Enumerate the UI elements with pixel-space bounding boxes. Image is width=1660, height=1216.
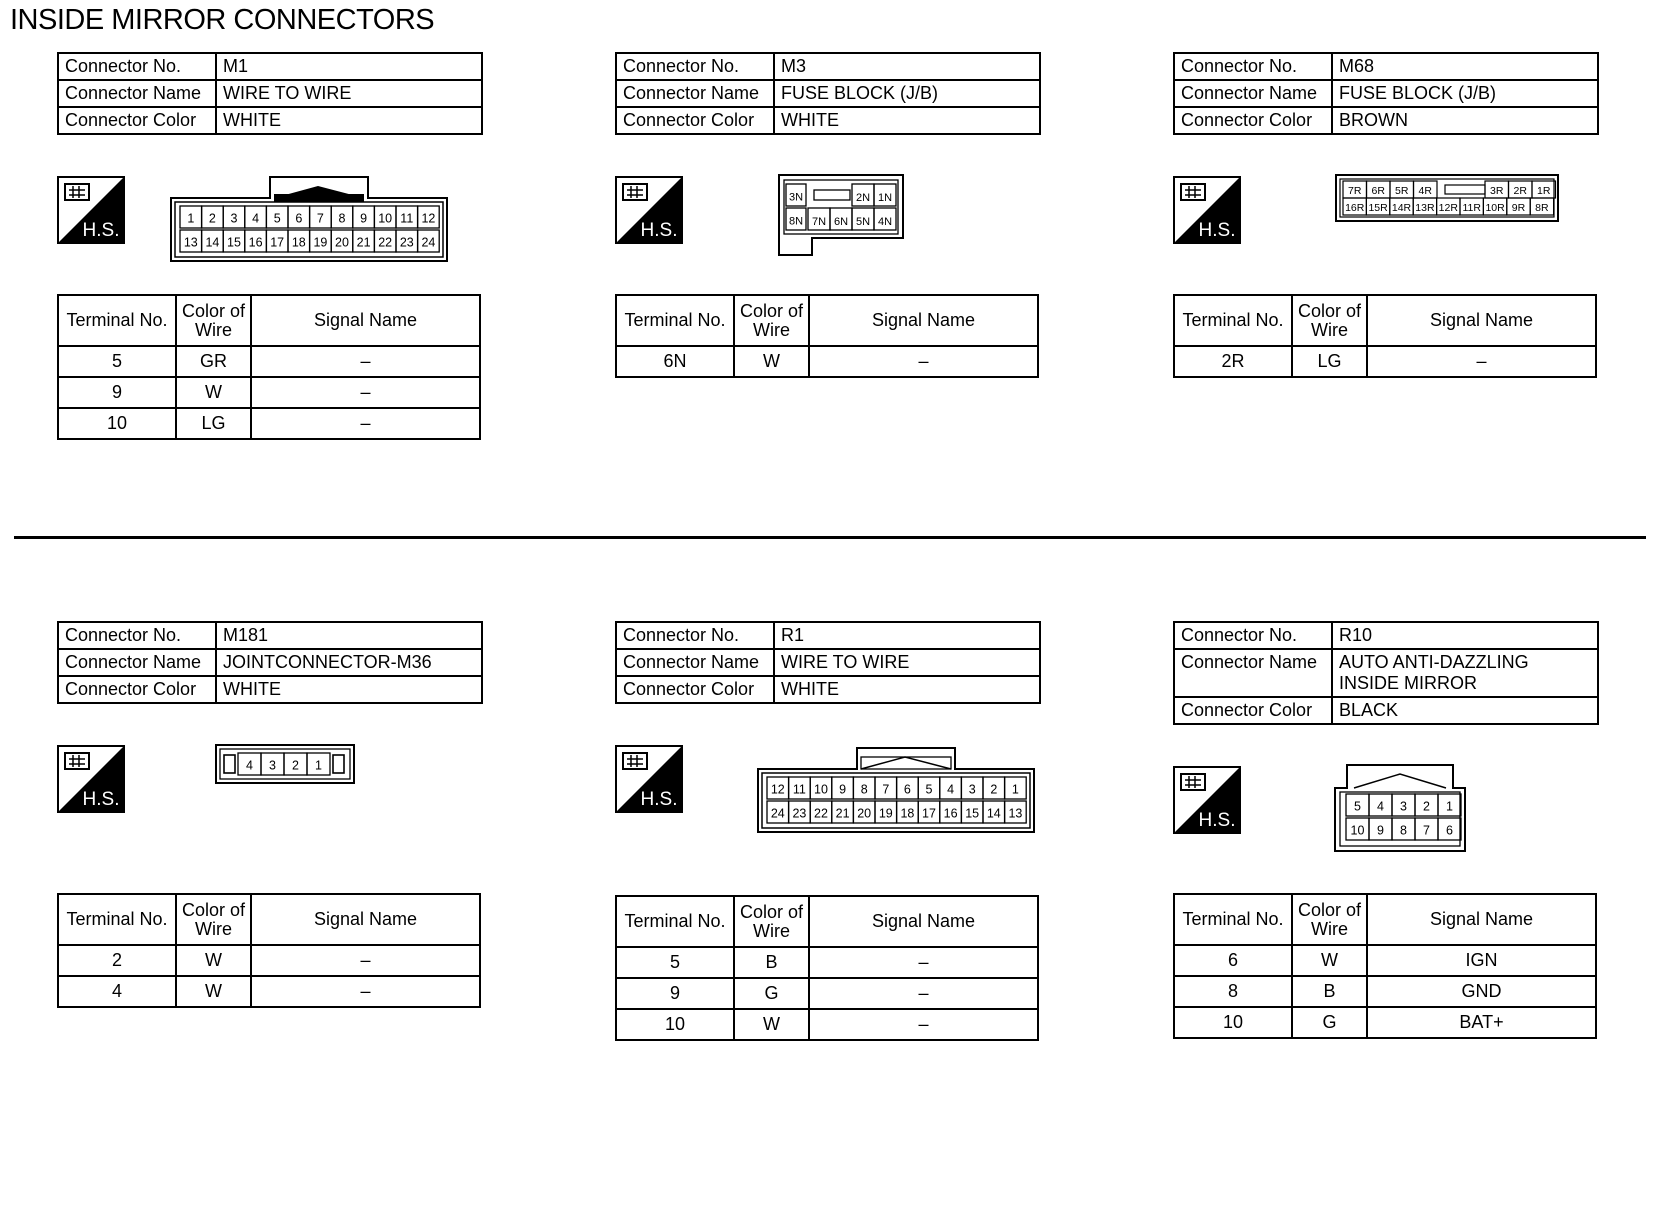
signal-name-header: Signal Name bbox=[809, 295, 1038, 346]
color-of-wire-header: Color of Wire bbox=[1292, 894, 1367, 945]
connector-name-value: JOINTCONNECTOR-M36 bbox=[216, 649, 482, 676]
harness-side-icon bbox=[615, 176, 683, 244]
terminal-row bbox=[1174, 1007, 1596, 1038]
signal-name-header: Signal Name bbox=[251, 894, 480, 945]
connector-info-table bbox=[615, 621, 1041, 704]
connector-name-row bbox=[1174, 649, 1598, 697]
signal-name-cell: – bbox=[251, 346, 480, 377]
hs-label: H.S. bbox=[82, 789, 120, 810]
terminal-row bbox=[1174, 945, 1596, 976]
pin-label: 6 bbox=[903, 782, 911, 797]
signal-name-cell: – bbox=[1367, 346, 1596, 377]
connector-name-row bbox=[1174, 80, 1598, 107]
wire-color-cell: LG bbox=[176, 408, 251, 439]
pin-label: 9 bbox=[839, 782, 847, 797]
hs-label: H.S. bbox=[640, 789, 678, 810]
pin-label: 12 bbox=[770, 782, 785, 797]
connector-color-label: Connector Color bbox=[1174, 697, 1332, 724]
pin-label: 4N bbox=[877, 216, 893, 228]
pin-label: 21 bbox=[835, 806, 850, 821]
connector-info-table bbox=[1173, 621, 1599, 725]
pin-label: 6N bbox=[833, 216, 849, 228]
terminal-no-cell: 6 bbox=[1174, 945, 1292, 976]
connector-color-row bbox=[1174, 107, 1598, 134]
connector-no-label: Connector No. bbox=[616, 53, 774, 80]
connector-color-row bbox=[616, 107, 1040, 134]
pin-label: 3N bbox=[788, 191, 804, 204]
pin-label: 4 bbox=[246, 758, 253, 773]
pin-label: 5R bbox=[1395, 185, 1409, 197]
terminal-header-row bbox=[616, 295, 1038, 346]
wire-color-cell: LG bbox=[1292, 346, 1367, 377]
terminal-no-cell: 6N bbox=[616, 346, 734, 377]
terminal-row bbox=[616, 1009, 1038, 1040]
pin-label: 2 bbox=[292, 758, 299, 773]
wire-color-cell: W bbox=[1292, 945, 1367, 976]
pin-label: 20 bbox=[335, 235, 349, 250]
pin-label: 12 bbox=[421, 211, 436, 226]
pin-label: 3 bbox=[230, 211, 238, 226]
terminal-table bbox=[1173, 893, 1597, 1039]
pin-label: 5N bbox=[855, 216, 871, 228]
wire-color-cell: W bbox=[176, 976, 251, 1007]
connector-no-row bbox=[616, 53, 1040, 80]
pin-label: 8R bbox=[1535, 202, 1549, 214]
page-title: INSIDE MIRROR CONNECTORS bbox=[10, 4, 435, 36]
signal-name-cell: – bbox=[251, 945, 480, 976]
hs-label: H.S. bbox=[640, 220, 678, 241]
terminal-row bbox=[1174, 346, 1596, 377]
harness-side-icon bbox=[615, 745, 683, 813]
connector-no-value: M181 bbox=[216, 622, 482, 649]
pin-label: 5 bbox=[1354, 799, 1361, 814]
pin-label: 8N bbox=[788, 215, 804, 228]
pin-label: 5 bbox=[925, 782, 933, 797]
connector-name-row bbox=[616, 649, 1040, 676]
pin-label: 9R bbox=[1511, 202, 1526, 214]
connector-info-table bbox=[57, 621, 483, 704]
terminal-header-row bbox=[616, 896, 1038, 947]
connector-name-row bbox=[58, 649, 482, 676]
connector-no-label: Connector No. bbox=[58, 53, 216, 80]
connector-info-table bbox=[1173, 52, 1599, 135]
pin-label: 3 bbox=[1400, 799, 1407, 814]
pin-label: 8 bbox=[1400, 823, 1407, 838]
wire-color-cell: B bbox=[734, 947, 809, 978]
pin-label: 4 bbox=[252, 211, 260, 226]
wire-color-cell: W bbox=[176, 377, 251, 408]
terminal-no-header: Terminal No. bbox=[1174, 295, 1292, 346]
pin-label: 22 bbox=[378, 235, 393, 250]
signal-name-header: Signal Name bbox=[1367, 894, 1596, 945]
terminal-no-header: Terminal No. bbox=[616, 896, 734, 947]
terminal-no-cell: 10 bbox=[58, 408, 176, 439]
connector-face-diagram bbox=[757, 745, 1035, 833]
pin-label: 3 bbox=[968, 782, 976, 797]
harness-side-icon bbox=[1173, 766, 1241, 834]
pin-label: 1 bbox=[1011, 782, 1019, 797]
connector-name-label: Connector Name bbox=[58, 80, 216, 107]
terminal-table bbox=[615, 294, 1039, 378]
color-of-wire-header: Color of Wire bbox=[1292, 295, 1367, 346]
terminal-no-cell: 5 bbox=[58, 346, 176, 377]
connector-color-value: WHITE bbox=[216, 107, 482, 134]
terminal-header-row bbox=[58, 894, 480, 945]
pin-label: 1 bbox=[1446, 799, 1453, 814]
pin-label: 4 bbox=[1377, 799, 1384, 814]
pin-label: 7N bbox=[811, 216, 827, 228]
pin-label: 2 bbox=[208, 211, 216, 226]
pin-label: 11 bbox=[400, 211, 414, 226]
connector-no-label: Connector No. bbox=[616, 622, 774, 649]
pin-label: 9 bbox=[360, 211, 368, 226]
pin-label: 11 bbox=[792, 782, 806, 797]
terminal-table bbox=[1173, 294, 1597, 378]
terminal-header-row bbox=[1174, 894, 1596, 945]
terminal-row bbox=[616, 978, 1038, 1009]
pin-label: 17 bbox=[922, 806, 936, 821]
terminal-row bbox=[58, 377, 480, 408]
connector-face-diagram bbox=[1334, 764, 1466, 852]
connector-color-row bbox=[58, 107, 482, 134]
terminal-row bbox=[58, 408, 480, 439]
terminal-no-cell: 10 bbox=[616, 1009, 734, 1040]
pin-label: 21 bbox=[356, 235, 371, 250]
pin-label: 8 bbox=[338, 211, 346, 226]
connector-no-row bbox=[58, 622, 482, 649]
connector-name-value: WIRE TO WIRE bbox=[774, 649, 1040, 676]
connector-name-label: Connector Name bbox=[58, 649, 216, 676]
pin-label: 7 bbox=[316, 211, 324, 226]
wire-color-cell: W bbox=[176, 945, 251, 976]
connector-no-label: Connector No. bbox=[1174, 622, 1332, 649]
terminal-no-cell: 5 bbox=[616, 947, 734, 978]
pin-label: 7 bbox=[882, 782, 890, 797]
color-of-wire-header: Color of Wire bbox=[176, 295, 251, 346]
connector-name-row bbox=[58, 80, 482, 107]
connector-color-value: BROWN bbox=[1332, 107, 1598, 134]
terminal-no-cell: 9 bbox=[58, 377, 176, 408]
pin-label: 15 bbox=[227, 235, 241, 250]
signal-name-cell: – bbox=[809, 1009, 1038, 1040]
hs-label: H.S. bbox=[82, 220, 120, 241]
connector-face-diagram bbox=[170, 174, 448, 262]
terminal-no-cell: 9 bbox=[616, 978, 734, 1009]
signal-name-cell: – bbox=[251, 377, 480, 408]
terminal-table bbox=[57, 893, 481, 1008]
signal-name-header: Signal Name bbox=[251, 295, 480, 346]
pin-label: 14R bbox=[1391, 202, 1412, 214]
connector-no-value: M3 bbox=[774, 53, 1040, 80]
connector-color-value: WHITE bbox=[774, 676, 1040, 703]
pin-label: 23 bbox=[399, 235, 414, 250]
connector-color-row bbox=[616, 676, 1040, 703]
hs-label: H.S. bbox=[1198, 810, 1236, 831]
connector-no-row bbox=[1174, 622, 1598, 649]
terminal-row bbox=[616, 346, 1038, 377]
connector-color-value: WHITE bbox=[216, 676, 482, 703]
pin-label: 10 bbox=[814, 782, 828, 797]
wire-color-cell: GR bbox=[176, 346, 251, 377]
connector-color-label: Connector Color bbox=[58, 676, 216, 703]
terminal-header-row bbox=[58, 295, 480, 346]
connector-name-value: FUSE BLOCK (J/B) bbox=[1332, 80, 1598, 107]
connector-name-value: AUTO ANTI-DAZZLING INSIDE MIRROR bbox=[1332, 649, 1598, 697]
pin-label: 23 bbox=[792, 806, 807, 821]
pin-label: 20 bbox=[857, 806, 872, 821]
terminal-row bbox=[58, 976, 480, 1007]
pin-label: 10R bbox=[1485, 202, 1505, 214]
color-of-wire-header: Color of Wire bbox=[734, 896, 809, 947]
signal-name-header: Signal Name bbox=[809, 896, 1038, 947]
wire-color-cell: G bbox=[1292, 1007, 1367, 1038]
signal-name-cell: – bbox=[809, 978, 1038, 1009]
signal-name-cell: IGN bbox=[1367, 945, 1596, 976]
connector-no-value: M68 bbox=[1332, 53, 1598, 80]
color-of-wire-header: Color of Wire bbox=[734, 295, 809, 346]
connector-no-label: Connector No. bbox=[1174, 53, 1332, 80]
terminal-row bbox=[58, 945, 480, 976]
pin-label: 19 bbox=[878, 806, 893, 821]
wire-color-cell: G bbox=[734, 978, 809, 1009]
pin-label: 5 bbox=[273, 211, 281, 226]
pin-label: 10 bbox=[1350, 823, 1365, 838]
terminal-row bbox=[58, 346, 480, 377]
pin-label: 2R bbox=[1513, 185, 1527, 197]
signal-name-cell: – bbox=[251, 976, 480, 1007]
terminal-no-cell: 4 bbox=[58, 976, 176, 1007]
pin-label: 1 bbox=[187, 211, 195, 226]
connector-no-row bbox=[616, 622, 1040, 649]
wire-color-cell: W bbox=[734, 1009, 809, 1040]
section-divider bbox=[14, 536, 1646, 539]
terminal-table bbox=[57, 294, 481, 440]
pin-label: 11R bbox=[1462, 202, 1481, 214]
signal-name-cell: – bbox=[809, 346, 1038, 377]
pin-label: 14 bbox=[986, 806, 1001, 821]
pin-label: 7R bbox=[1348, 185, 1362, 197]
connector-name-label: Connector Name bbox=[1174, 649, 1332, 697]
pin-label: 13 bbox=[1008, 806, 1023, 821]
signal-name-cell: – bbox=[251, 408, 480, 439]
connector-color-row bbox=[1174, 697, 1598, 724]
connector-no-row bbox=[1174, 53, 1598, 80]
signal-name-cell: – bbox=[809, 947, 1038, 978]
terminal-no-header: Terminal No. bbox=[616, 295, 734, 346]
harness-side-icon bbox=[1173, 176, 1241, 244]
connector-no-value: R1 bbox=[774, 622, 1040, 649]
connector-name-row bbox=[616, 80, 1040, 107]
pin-label: 13R bbox=[1415, 202, 1435, 214]
signal-name-header: Signal Name bbox=[1367, 295, 1596, 346]
pin-label: 1N bbox=[877, 192, 893, 204]
pin-label: 15R bbox=[1368, 202, 1388, 214]
connector-no-value: M1 bbox=[216, 53, 482, 80]
pin-label: 15 bbox=[965, 806, 980, 821]
pin-label: 22 bbox=[814, 806, 828, 821]
terminal-no-cell: 10 bbox=[1174, 1007, 1292, 1038]
connector-color-label: Connector Color bbox=[616, 107, 774, 134]
signal-name-cell: BAT+ bbox=[1367, 1007, 1596, 1038]
connector-name-label: Connector Name bbox=[616, 80, 774, 107]
pin-label: 17 bbox=[270, 235, 285, 250]
connector-name-label: Connector Name bbox=[1174, 80, 1332, 107]
pin-label: 3R bbox=[1490, 185, 1504, 197]
pin-label: 3 bbox=[269, 758, 276, 773]
terminal-row bbox=[1174, 976, 1596, 1007]
wire-color-cell: B bbox=[1292, 976, 1367, 1007]
pin-label: 4R bbox=[1418, 185, 1432, 197]
connector-color-row bbox=[58, 676, 482, 703]
terminal-no-header: Terminal No. bbox=[58, 295, 176, 346]
harness-side-icon bbox=[57, 745, 125, 813]
connector-color-label: Connector Color bbox=[616, 676, 774, 703]
pin-label: 7 bbox=[1423, 823, 1430, 838]
connector-info-table bbox=[57, 52, 483, 135]
connector-color-label: Connector Color bbox=[58, 107, 216, 134]
terminal-no-header: Terminal No. bbox=[58, 894, 176, 945]
terminal-no-header: Terminal No. bbox=[1174, 894, 1292, 945]
pin-label: 24 bbox=[770, 806, 785, 821]
pin-label: 18 bbox=[900, 806, 915, 821]
pin-label: 16 bbox=[943, 806, 958, 821]
connector-color-value: BLACK bbox=[1332, 697, 1598, 724]
pin-label: 1R bbox=[1537, 185, 1551, 197]
connector-no-label: Connector No. bbox=[58, 622, 216, 649]
pin-label: 6 bbox=[295, 211, 303, 226]
pin-label: 6R bbox=[1371, 185, 1385, 197]
connector-face-diagram bbox=[778, 174, 904, 256]
harness-side-icon bbox=[57, 176, 125, 244]
connector-face-diagram bbox=[1335, 174, 1559, 226]
pin-label: 16 bbox=[248, 235, 263, 250]
connector-color-value: WHITE bbox=[774, 107, 1040, 134]
pin-label: 12R bbox=[1438, 202, 1458, 214]
hs-label: H.S. bbox=[1198, 220, 1236, 241]
pin-label: 14 bbox=[205, 235, 220, 250]
terminal-row bbox=[616, 947, 1038, 978]
connector-name-value: WIRE TO WIRE bbox=[216, 80, 482, 107]
pin-label: 4 bbox=[947, 782, 955, 797]
pin-label: 9 bbox=[1377, 823, 1384, 838]
connector-color-label: Connector Color bbox=[1174, 107, 1332, 134]
pin-label: 24 bbox=[421, 235, 436, 250]
pin-label: 2 bbox=[1423, 799, 1430, 814]
terminal-no-cell: 2 bbox=[58, 945, 176, 976]
pin-label: 2N bbox=[855, 192, 871, 204]
terminal-header-row bbox=[1174, 295, 1596, 346]
connector-name-value: FUSE BLOCK (J/B) bbox=[774, 80, 1040, 107]
pin-label: 8 bbox=[860, 782, 868, 797]
pin-label: 13 bbox=[183, 235, 198, 250]
pin-label: 10 bbox=[378, 211, 393, 226]
pin-label: 2 bbox=[990, 782, 998, 797]
terminal-table bbox=[615, 895, 1039, 1041]
terminal-no-cell: 8 bbox=[1174, 976, 1292, 1007]
connector-face-diagram bbox=[215, 744, 355, 786]
connector-name-label: Connector Name bbox=[616, 649, 774, 676]
pin-label: 18 bbox=[291, 235, 306, 250]
pin-label: 6 bbox=[1446, 823, 1453, 838]
pin-label: 16R bbox=[1345, 202, 1365, 214]
terminal-no-cell: 2R bbox=[1174, 346, 1292, 377]
wire-color-cell: W bbox=[734, 346, 809, 377]
connector-info-table bbox=[615, 52, 1041, 135]
color-of-wire-header: Color of Wire bbox=[176, 894, 251, 945]
pin-label: 19 bbox=[313, 235, 328, 250]
connector-no-row bbox=[58, 53, 482, 80]
signal-name-cell: GND bbox=[1367, 976, 1596, 1007]
pin-label: 1 bbox=[315, 758, 322, 773]
connector-no-value: R10 bbox=[1332, 622, 1598, 649]
